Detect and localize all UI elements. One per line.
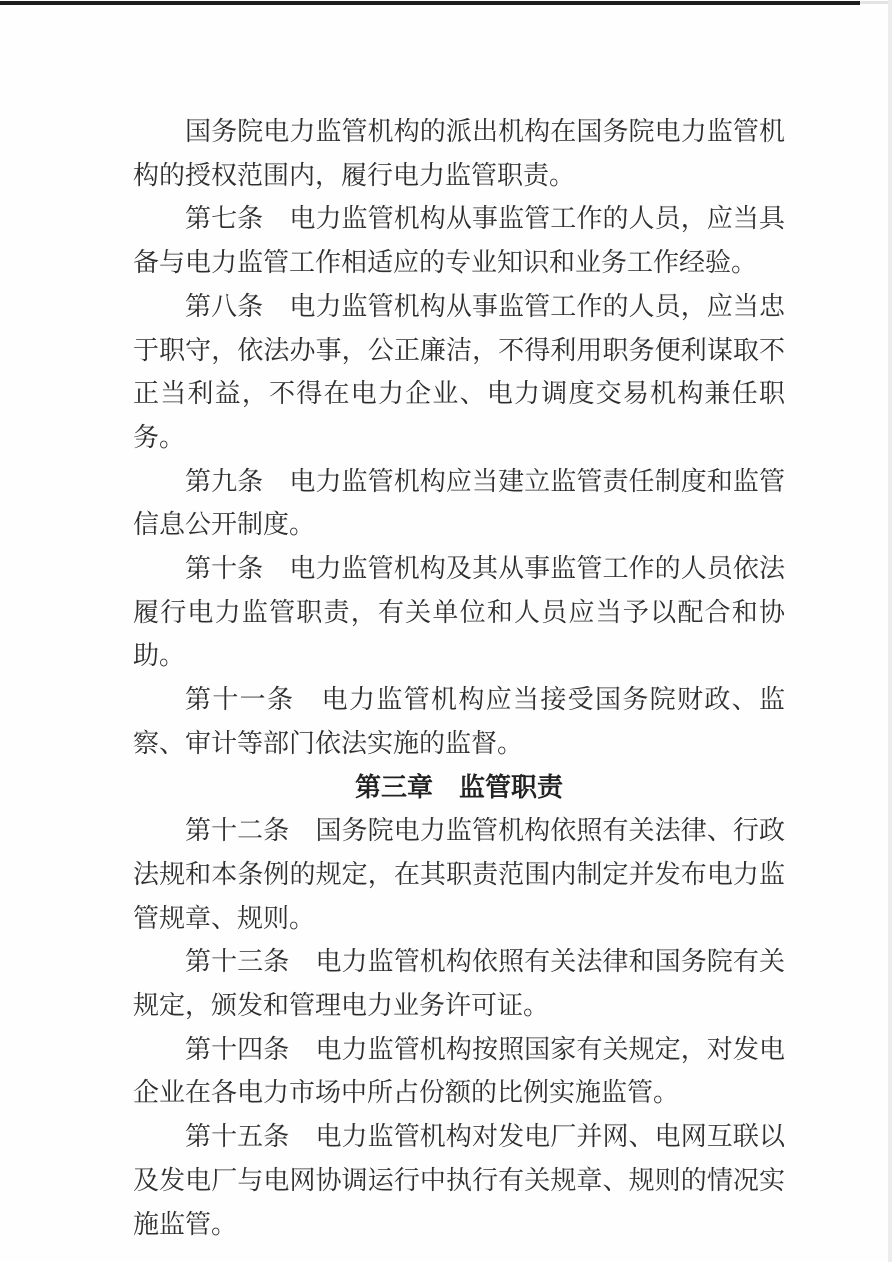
scan-top-edge-bar (0, 1, 860, 5)
scan-right-edge-strip (888, 0, 892, 1262)
paragraph-article-13: 第十三条 电力监管机构依照有关法律和国务院有关规定，颁发和管理电力业务许可证。 (133, 947, 785, 1022)
paragraph-article-15: 第十五条 电力监管机构对发电厂并网、电网互联以及发电厂与电网协调运行中执行有关规章、规则的情况实施监管。 (133, 1122, 785, 1240)
paragraph-article-12: 第十二条 国务院电力监管机构依照有关法律、行政法规和本条例的规定，在其职责范围内制定并发布电力监管规章、规则。 (133, 816, 785, 934)
paragraph-article-9: 第九条 电力监管机构应当建立监管责任制度和监管信息公开制度。 (133, 466, 785, 541)
paragraph-delegated-agencies: 国务院电力监管机构的派出机构在国务院电力监管机构的授权范围内，履行电力监管职责。 (133, 117, 785, 191)
document-body (133, 111, 785, 1247)
paragraph-article-10: 第十条 电力监管机构及其从事监管工作的人员依法履行电力监管职责，有关单位和人员应当予以配合和协助。 (133, 554, 785, 672)
chapter-3-heading: 第三章 监管职责 (354, 772, 563, 803)
paragraph-article-8: 第八条 电力监管机构从事监管工作的人员，应当忠于职守，依法办事，公正廉洁，不得利用职务便利谋取不正当利益，不得在电力企业、电力调度交易机构兼任职务。 (133, 291, 785, 453)
paragraph-article-7: 第七条 电力监管机构从事监管工作的人员，应当具备与电力监管工作相适应的专业知识和业务工作经验。 (133, 204, 785, 279)
paragraph-article-11: 第十一条 电力监管机构应当接受国务院财政、监察、审计等部门依法实施的监督。 (133, 685, 785, 759)
paragraph-article-14: 第十四条 电力监管机构按照国家有关规定，对发电企业在各电力市场中所占份额的比例实施监管。 (133, 1034, 785, 1109)
